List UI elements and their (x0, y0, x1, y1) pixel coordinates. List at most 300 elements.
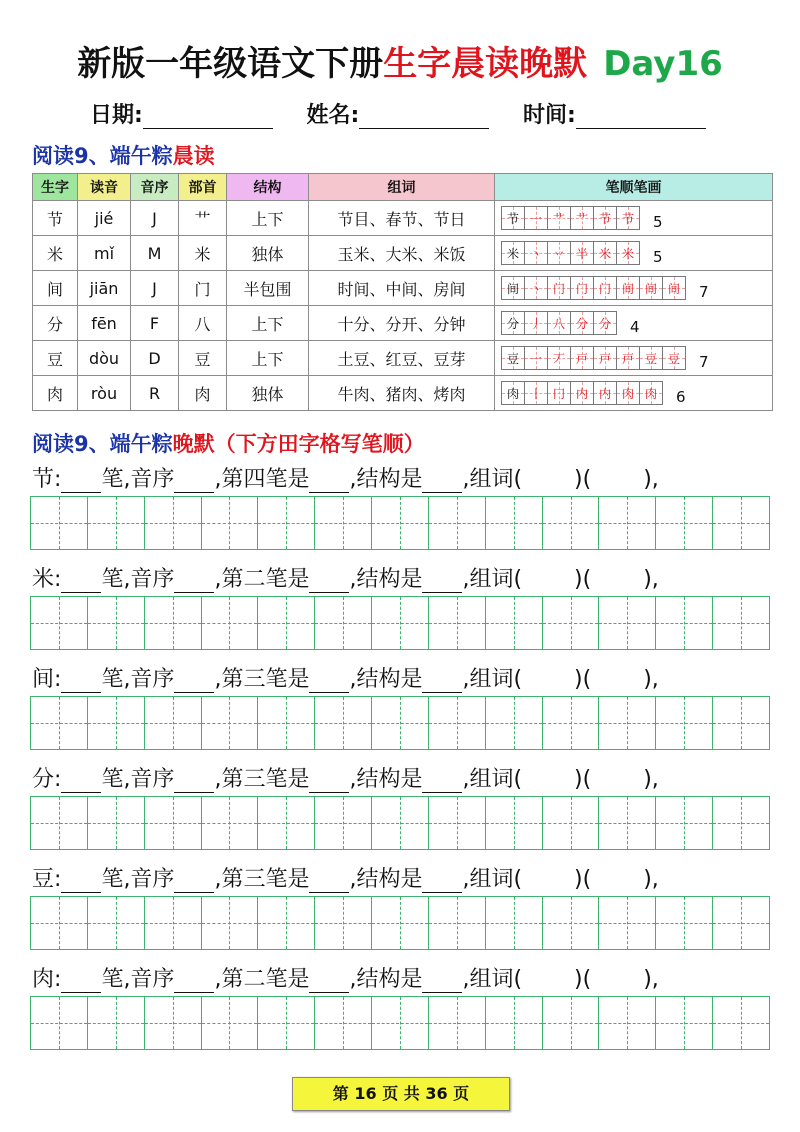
cell-order: F (131, 306, 179, 341)
title-red: 生字晨读晚默 (383, 44, 588, 84)
tianzi-cell[interactable] (88, 797, 145, 849)
cell-structure: 半包围 (227, 271, 309, 306)
stroke-step: 戸 (621, 351, 634, 366)
date-line (143, 106, 273, 129)
answer-blank[interactable] (422, 972, 462, 993)
stroke-step: 节 (598, 211, 611, 226)
section-evening-red: 晚默（下方田字格写笔顺） (172, 432, 425, 456)
question-char: 分 (32, 767, 55, 792)
question-nth-text: 第二笔是 (221, 967, 310, 992)
title-black: 新版一年级语文下册 (77, 44, 384, 84)
tianzi-cell[interactable] (656, 597, 713, 649)
table-row (33, 201, 773, 236)
answer-blank[interactable] (309, 772, 349, 793)
header-char: 生字 (33, 174, 78, 201)
cell-words: 节目、春节、节日 (309, 201, 495, 236)
cell-words: 十分、分开、分钟 (309, 306, 495, 341)
stroke-box (570, 241, 594, 265)
question-line (32, 462, 659, 493)
tianzi-cell[interactable] (258, 997, 315, 1049)
cell-stroke-order (495, 376, 773, 411)
tianzi-cell[interactable] (88, 597, 145, 649)
page-title (0, 36, 800, 85)
stroke-step: 间 (621, 281, 634, 296)
answer-blank[interactable] (61, 772, 101, 793)
cell-structure: 上下 (227, 341, 309, 376)
stroke-step: 分 (598, 316, 611, 331)
stroke-step: 冂 (552, 386, 565, 401)
question-char: 肉 (32, 967, 55, 992)
question-paren-mid: )( (574, 967, 592, 992)
stroke-step: 豆 (667, 351, 680, 366)
stroke-box (593, 276, 617, 300)
tianzi-cell[interactable] (315, 797, 372, 849)
tianzi-cell[interactable] (88, 897, 145, 949)
comma: , (214, 767, 222, 792)
tianzi-cell[interactable] (429, 897, 486, 949)
cell-structure: 上下 (227, 306, 309, 341)
stroke-box (570, 381, 594, 405)
tianzi-cell[interactable] (372, 797, 429, 849)
stroke-box (501, 276, 525, 300)
question-structure-text: ,结构是 (349, 467, 423, 492)
question-structure-text: ,结构是 (349, 767, 423, 792)
question-bi-text: 笔,音序 (101, 767, 175, 792)
stroke-box (501, 311, 525, 335)
cell-words: 土豆、红豆、豆芽 (309, 341, 495, 376)
header-words: 组词 (309, 174, 495, 201)
section-evening-blue: 阅读9、端午粽 (32, 432, 173, 456)
tianzi-cell[interactable] (599, 997, 656, 1049)
question-line (32, 962, 659, 993)
question-paren-end: ), (643, 967, 659, 992)
tianzi-cell[interactable] (429, 597, 486, 649)
stroke-step: 米 (598, 246, 611, 261)
tianzi-cell[interactable] (713, 697, 769, 749)
question-char: 间 (32, 667, 55, 692)
stroke-count: 5 (653, 213, 663, 231)
cell-radical: 米 (179, 236, 227, 271)
stroke-step: 米 (621, 246, 634, 261)
cell-char: 米 (33, 236, 78, 271)
stroke-box (639, 346, 663, 370)
answer-blank[interactable] (61, 472, 101, 493)
tianzi-cell[interactable] (486, 597, 543, 649)
stroke-count: 4 (630, 318, 640, 336)
tianzi-cell[interactable] (429, 697, 486, 749)
tianzi-cell[interactable] (543, 897, 600, 949)
cell-pinyin: jié (78, 201, 131, 236)
cell-structure: 上下 (227, 201, 309, 236)
tianzi-cell[interactable] (713, 597, 769, 649)
stroke-box (524, 346, 548, 370)
answer-blank[interactable] (309, 972, 349, 993)
stroke-box (501, 346, 525, 370)
tianzi-cell[interactable] (31, 497, 88, 549)
cell-stroke-order (495, 201, 773, 236)
tianzi-cell[interactable] (145, 497, 202, 549)
tianzi-cell[interactable] (258, 497, 315, 549)
tianzi-cell[interactable] (543, 997, 600, 1049)
stroke-box (501, 206, 525, 230)
tianzi-cell[interactable] (599, 497, 656, 549)
tianzi-cell[interactable] (486, 897, 543, 949)
tianzi-cell[interactable] (543, 597, 600, 649)
tianzi-grid (30, 896, 770, 950)
stroke-box (524, 241, 548, 265)
tianzi-cell[interactable] (315, 597, 372, 649)
tianzi-cell[interactable] (202, 897, 259, 949)
tianzi-cell[interactable] (202, 497, 259, 549)
question-words-open: ,组词( (462, 467, 523, 492)
stroke-boxes (501, 276, 685, 300)
answer-blank[interactable] (309, 872, 349, 893)
stroke-box (639, 276, 663, 300)
header-strokes: 笔顺笔画 (495, 174, 773, 201)
cell-order: M (131, 236, 179, 271)
tianzi-cell[interactable] (202, 797, 259, 849)
stroke-box (547, 381, 571, 405)
question-colon: : (54, 767, 62, 792)
stroke-step: 豆 (506, 351, 519, 366)
question-line (32, 562, 659, 593)
tianzi-cell[interactable] (599, 797, 656, 849)
tianzi-cell[interactable] (202, 997, 259, 1049)
question-bi-text: 笔,音序 (101, 867, 175, 892)
answer-blank[interactable] (422, 672, 462, 693)
tianzi-cell[interactable] (88, 997, 145, 1049)
page-indicator: 第 16 页 共 36 页 (292, 1077, 510, 1111)
tianzi-cell[interactable] (258, 697, 315, 749)
tianzi-cell[interactable] (486, 497, 543, 549)
tianzi-cell[interactable] (31, 697, 88, 749)
time-line (576, 106, 706, 129)
tianzi-cell[interactable] (713, 497, 769, 549)
question-paren-mid: )( (574, 467, 592, 492)
tianzi-cell[interactable] (315, 497, 372, 549)
stroke-step: 分 (506, 316, 519, 331)
stroke-box (547, 241, 571, 265)
comma: , (214, 967, 222, 992)
cell-radical: 肉 (179, 376, 227, 411)
question-nth-text: 第二笔是 (221, 567, 310, 592)
tianzi-cell[interactable] (258, 897, 315, 949)
time-label: 时间: (522, 103, 576, 128)
answer-blank[interactable] (61, 872, 101, 893)
tianzi-cell[interactable] (258, 797, 315, 849)
question-words-open: ,组词( (462, 667, 523, 692)
stroke-step: 艹 (552, 211, 565, 226)
question-char: 米 (32, 567, 55, 592)
tianzi-cell[interactable] (88, 497, 145, 549)
question-paren-mid: )( (574, 767, 592, 792)
cell-words: 时间、中间、房间 (309, 271, 495, 306)
stroke-step: 丆 (552, 351, 565, 366)
stroke-box (593, 346, 617, 370)
tianzi-cell[interactable] (31, 897, 88, 949)
tianzi-cell[interactable] (713, 797, 769, 849)
question-bi-text: 笔,音序 (101, 967, 175, 992)
tianzi-cell[interactable] (486, 797, 543, 849)
question-paren-mid: )( (574, 567, 592, 592)
stroke-count: 5 (653, 248, 663, 266)
tianzi-cell[interactable] (656, 697, 713, 749)
cell-stroke-order (495, 306, 773, 341)
stroke-box (593, 381, 617, 405)
stroke-boxes (501, 206, 639, 230)
stroke-box (616, 346, 640, 370)
question-structure-text: ,结构是 (349, 967, 423, 992)
tianzi-cell[interactable] (372, 697, 429, 749)
tianzi-cell[interactable] (145, 597, 202, 649)
stroke-box (547, 311, 571, 335)
table-row (33, 376, 773, 411)
tianzi-cell[interactable] (599, 897, 656, 949)
comma: , (214, 567, 222, 592)
tianzi-cell[interactable] (543, 497, 600, 549)
answer-blank[interactable] (174, 672, 214, 693)
tianzi-grid (30, 796, 770, 850)
stroke-step: 一 (529, 351, 542, 366)
cell-radical: 门 (179, 271, 227, 306)
question-structure-text: ,结构是 (349, 867, 423, 892)
tianzi-cell[interactable] (599, 597, 656, 649)
table-header-row (33, 174, 773, 201)
question-line (32, 762, 659, 793)
cell-stroke-order (495, 271, 773, 306)
answer-blank[interactable] (174, 772, 214, 793)
stroke-step: 艹 (575, 211, 588, 226)
stroke-box (616, 206, 640, 230)
tianzi-cell[interactable] (486, 997, 543, 1049)
tianzi-cell[interactable] (145, 797, 202, 849)
tianzi-cell[interactable] (202, 697, 259, 749)
tianzi-cell[interactable] (372, 497, 429, 549)
tianzi-cell[interactable] (656, 997, 713, 1049)
title-day: Day16 (603, 44, 723, 84)
cell-char: 肉 (33, 376, 78, 411)
stroke-box (524, 381, 548, 405)
cell-pinyin: mǐ (78, 236, 131, 271)
table-row (33, 306, 773, 341)
table-row (33, 236, 773, 271)
cell-char: 间 (33, 271, 78, 306)
answer-blank[interactable] (422, 572, 462, 593)
cell-stroke-order (495, 236, 773, 271)
tianzi-grid (30, 596, 770, 650)
header-radical: 部首 (179, 174, 227, 201)
question-paren-end: ), (643, 567, 659, 592)
header-structure: 结构 (227, 174, 309, 201)
answer-blank[interactable] (174, 872, 214, 893)
table-row (33, 341, 773, 376)
question-paren-end: ), (643, 867, 659, 892)
tianzi-cell[interactable] (315, 697, 372, 749)
comma: , (214, 467, 222, 492)
stroke-box (570, 346, 594, 370)
question-line (32, 862, 659, 893)
tianzi-cell[interactable] (145, 997, 202, 1049)
tianzi-cell[interactable] (713, 997, 769, 1049)
cell-char: 豆 (33, 341, 78, 376)
tianzi-cell[interactable] (656, 497, 713, 549)
cell-radical: 艹 (179, 201, 227, 236)
question-nth-text: 第三笔是 (221, 867, 310, 892)
stroke-box (639, 381, 663, 405)
tianzi-cell[interactable] (429, 997, 486, 1049)
stroke-box (547, 206, 571, 230)
stroke-step: 间 (644, 281, 657, 296)
cell-pinyin: jiān (78, 271, 131, 306)
question-line (32, 662, 659, 693)
answer-blank[interactable] (61, 972, 101, 993)
cell-words: 玉米、大米、米饭 (309, 236, 495, 271)
stroke-step: 豆 (644, 351, 657, 366)
stroke-step: 门 (598, 281, 611, 296)
question-paren-end: ), (643, 767, 659, 792)
question-paren-end: ), (643, 667, 659, 692)
answer-blank[interactable] (174, 472, 214, 493)
question-colon: : (54, 867, 62, 892)
tianzi-cell[interactable] (429, 797, 486, 849)
tianzi-cell[interactable] (543, 697, 600, 749)
answer-blank[interactable] (309, 572, 349, 593)
answer-blank[interactable] (422, 872, 462, 893)
stroke-count: 6 (676, 388, 686, 406)
stroke-box (616, 381, 640, 405)
stroke-step: 门 (575, 281, 588, 296)
answer-blank[interactable] (174, 572, 214, 593)
stroke-step: 戸 (598, 351, 611, 366)
name-label: 姓名: (306, 103, 360, 128)
comma: , (214, 667, 222, 692)
cell-order: R (131, 376, 179, 411)
comma: , (214, 867, 222, 892)
stroke-box (616, 276, 640, 300)
stroke-step: 丿 (529, 316, 542, 331)
meta-row (90, 98, 732, 129)
stroke-box (547, 346, 571, 370)
character-table (32, 173, 773, 411)
stroke-step: 肉 (506, 386, 519, 401)
stroke-step: 半 (575, 246, 588, 261)
cell-radical: 八 (179, 306, 227, 341)
stroke-step: 肉 (644, 386, 657, 401)
stroke-step: 内 (598, 386, 611, 401)
tianzi-cell[interactable] (202, 597, 259, 649)
section-morning-heading (32, 140, 215, 170)
tianzi-cell[interactable] (599, 697, 656, 749)
question-structure-text: ,结构是 (349, 667, 423, 692)
tianzi-cell[interactable] (88, 697, 145, 749)
cell-pinyin: fēn (78, 306, 131, 341)
stroke-boxes (501, 346, 685, 370)
cell-char: 节 (33, 201, 78, 236)
tianzi-cell[interactable] (315, 997, 372, 1049)
stroke-step: 米 (506, 246, 519, 261)
cell-structure: 独体 (227, 376, 309, 411)
tianzi-cell[interactable] (486, 697, 543, 749)
question-words-open: ,组词( (462, 567, 523, 592)
answer-blank[interactable] (174, 972, 214, 993)
tianzi-cell[interactable] (31, 997, 88, 1049)
stroke-box (593, 311, 617, 335)
question-nth-text: 第三笔是 (221, 667, 310, 692)
section-morning-blue: 阅读9、端午粽 (32, 144, 173, 168)
header-pinyin: 读音 (78, 174, 131, 201)
section-evening-heading (32, 428, 425, 458)
stroke-box (570, 276, 594, 300)
question-paren-mid: )( (574, 867, 592, 892)
tianzi-cell[interactable] (31, 797, 88, 849)
question-words-open: ,组词( (462, 767, 523, 792)
tianzi-cell[interactable] (543, 797, 600, 849)
stroke-box (524, 311, 548, 335)
answer-blank[interactable] (309, 472, 349, 493)
tianzi-grid (30, 496, 770, 550)
tianzi-grid (30, 996, 770, 1050)
stroke-step: 节 (621, 211, 634, 226)
stroke-box (524, 206, 548, 230)
date-label: 日期: (90, 103, 143, 128)
stroke-count: 7 (699, 283, 709, 301)
cell-stroke-order (495, 341, 773, 376)
tianzi-cell[interactable] (429, 497, 486, 549)
stroke-step: 门 (552, 281, 565, 296)
answer-blank[interactable] (422, 472, 462, 493)
question-colon: : (54, 567, 62, 592)
tianzi-cell[interactable] (713, 897, 769, 949)
stroke-box (570, 206, 594, 230)
tianzi-cell[interactable] (372, 897, 429, 949)
stroke-box (524, 276, 548, 300)
tianzi-cell[interactable] (372, 597, 429, 649)
tianzi-cell[interactable] (656, 897, 713, 949)
name-line (359, 106, 489, 129)
cell-pinyin: dòu (78, 341, 131, 376)
stroke-step: 分 (575, 316, 588, 331)
cell-pinyin: ròu (78, 376, 131, 411)
stroke-step: 肉 (621, 386, 634, 401)
answer-blank[interactable] (422, 772, 462, 793)
tianzi-cell[interactable] (145, 697, 202, 749)
tianzi-grid (30, 696, 770, 750)
stroke-step: 丷 (552, 246, 565, 261)
stroke-step: 一 (529, 211, 542, 226)
tianzi-cell[interactable] (258, 597, 315, 649)
tianzi-cell[interactable] (656, 797, 713, 849)
cell-order: J (131, 271, 179, 306)
stroke-box (662, 346, 686, 370)
answer-blank[interactable] (61, 672, 101, 693)
stroke-box (662, 276, 686, 300)
cell-char: 分 (33, 306, 78, 341)
question-paren-end: ), (643, 467, 659, 492)
cell-radical: 豆 (179, 341, 227, 376)
cell-order: D (131, 341, 179, 376)
stroke-step: 戸 (575, 351, 588, 366)
answer-blank[interactable] (61, 572, 101, 593)
stroke-count: 7 (699, 353, 709, 371)
tianzi-cell[interactable] (372, 997, 429, 1049)
tianzi-cell[interactable] (145, 897, 202, 949)
stroke-box (593, 241, 617, 265)
tianzi-cell[interactable] (31, 597, 88, 649)
cell-structure: 独体 (227, 236, 309, 271)
question-words-open: ,组词( (462, 867, 523, 892)
answer-blank[interactable] (309, 672, 349, 693)
tianzi-cell[interactable] (315, 897, 372, 949)
